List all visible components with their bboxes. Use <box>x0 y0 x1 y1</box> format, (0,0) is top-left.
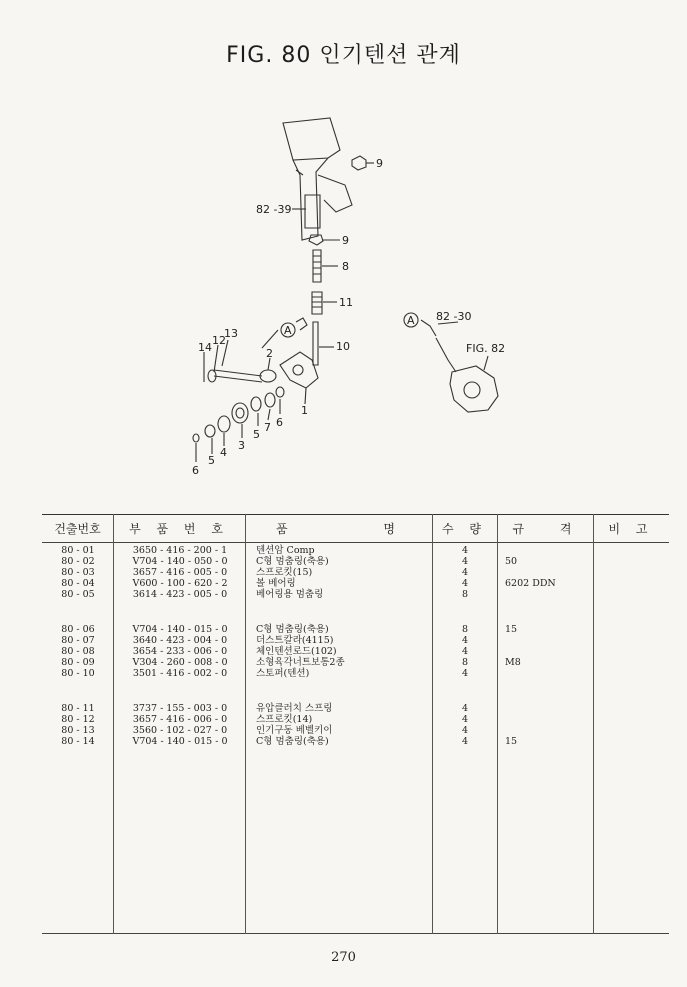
table-row <box>42 589 669 600</box>
callout-82-30: 82 -30 <box>436 310 472 323</box>
row-quantity: 4 <box>461 545 469 556</box>
callout-14: 14 <box>198 341 212 354</box>
row-quantity: 8 <box>461 657 469 668</box>
table-row <box>42 545 669 556</box>
table-row <box>42 736 669 747</box>
callout-9-mid: 9 <box>342 234 349 247</box>
callout-a-right: A <box>407 314 415 327</box>
row-spec: 15 <box>505 624 518 635</box>
callout-8: 8 <box>342 260 349 273</box>
row-part-number: 3560 - 102 - 027 - 0 <box>132 725 228 736</box>
row-part-number: 3614 - 423 - 005 - 0 <box>132 589 228 600</box>
row-item-no: 80 - 09 <box>61 657 95 668</box>
row-item-no: 80 - 07 <box>61 635 95 646</box>
row-item-no: 80 - 12 <box>61 714 95 725</box>
row-spec: M8 <box>505 657 521 668</box>
row-quantity: 4 <box>461 736 469 747</box>
row-item-no: 80 - 05 <box>61 589 95 600</box>
row-quantity: 4 <box>461 714 469 725</box>
row-part-name: 스토퍼(텐션) <box>256 668 310 679</box>
callout-10: 10 <box>336 340 350 353</box>
page-number: 270 <box>331 950 356 965</box>
row-part-number: 3657 - 416 - 006 - 0 <box>132 714 228 725</box>
row-quantity: 8 <box>461 624 469 635</box>
row-part-name: C형 멈춤링(축용) <box>256 736 329 747</box>
row-part-name: 볼 베어링 <box>256 578 296 589</box>
row-quantity: 4 <box>461 646 469 657</box>
bracket-assembly <box>283 118 352 240</box>
row-part-number: 3654 - 233 - 006 - 0 <box>132 646 228 657</box>
row-quantity: 4 <box>461 668 469 679</box>
row-part-number: V704 - 140 - 015 - 0 <box>132 624 228 635</box>
row-spec: 15 <box>505 736 518 747</box>
row-item-no: 80 - 13 <box>61 725 95 736</box>
header-part-name: 품 명 <box>276 522 401 536</box>
row-quantity: 4 <box>461 703 469 714</box>
table-row <box>42 635 669 646</box>
callout-6-lower: 6 <box>192 464 199 477</box>
row-part-number: 3501 - 416 - 002 - 0 <box>132 668 228 679</box>
row-quantity: 4 <box>461 578 469 589</box>
row-part-name: 베어링용 멈춤링 <box>256 589 324 600</box>
row-part-number: V600 - 100 - 620 - 2 <box>132 578 228 589</box>
row-spec: 50 <box>505 556 518 567</box>
callout-3: 3 <box>238 439 245 452</box>
callout-6-upper: 6 <box>276 416 283 429</box>
row-part-number: 3650 - 416 - 200 - 1 <box>132 545 228 556</box>
row-spec: 6202 DDN <box>505 578 556 589</box>
row-item-no: 80 - 10 <box>61 668 95 679</box>
row-part-number: 3657 - 416 - 005 - 0 <box>132 567 228 578</box>
row-part-number: 3737 - 155 - 003 - 0 <box>132 703 228 714</box>
table-row <box>42 567 669 578</box>
callout-13: 13 <box>224 327 238 340</box>
header-remarks: 비 고 <box>608 522 654 536</box>
header-item-no: 건출번호 <box>54 522 101 536</box>
table-row <box>42 556 669 567</box>
table-row <box>42 657 669 668</box>
table-row <box>42 624 669 635</box>
row-item-no: 80 - 02 <box>61 556 95 567</box>
row-item-no: 80 - 08 <box>61 646 95 657</box>
callout-1: 1 <box>301 404 308 417</box>
header-quantity: 수 량 <box>442 522 487 536</box>
row-part-name: 텐션암 Comp <box>256 545 315 556</box>
row-part-number: 3640 - 423 - 004 - 0 <box>132 635 228 646</box>
table-row <box>42 578 669 589</box>
row-item-no: 80 - 11 <box>61 703 95 714</box>
header-part-number: 부 품 번 호 <box>129 522 229 536</box>
row-part-name: C형 멈춤링(축용) <box>256 624 329 635</box>
callout-4: 4 <box>220 446 227 459</box>
row-part-number: V704 - 140 - 050 - 0 <box>132 556 228 567</box>
callout-7: 7 <box>264 421 271 434</box>
table-row <box>42 703 669 714</box>
callout-5-upper: 5 <box>253 428 260 441</box>
table-row <box>42 714 669 725</box>
callout-12: 12 <box>212 334 226 347</box>
row-part-number: V704 - 140 - 015 - 0 <box>132 736 228 747</box>
row-part-name: 유압클러치 스프링 <box>256 703 333 714</box>
table-row <box>42 725 669 736</box>
callout-5-lower: 5 <box>208 454 215 467</box>
row-quantity: 8 <box>461 589 469 600</box>
row-quantity: 4 <box>461 635 469 646</box>
row-item-no: 80 - 03 <box>61 567 95 578</box>
row-item-no: 80 - 14 <box>61 736 95 747</box>
table-row <box>42 668 669 679</box>
figure-title: FIG. 80 인기텐션 관계 <box>226 43 461 68</box>
row-part-name: 소형육각너트보통2종 <box>256 657 345 668</box>
row-part-name: 스프로킷(15) <box>256 567 313 578</box>
row-item-no: 80 - 01 <box>61 545 95 556</box>
tension-arm-part-1 <box>280 352 318 404</box>
row-part-name: 더스트칼라(4115) <box>256 635 334 646</box>
callout-11: 11 <box>339 296 353 309</box>
row-part-name: 스프로킷(14) <box>256 714 313 725</box>
row-quantity: 4 <box>461 556 469 567</box>
callout-2: 2 <box>266 347 273 360</box>
row-item-no: 80 - 06 <box>61 624 95 635</box>
row-quantity: 4 <box>461 567 469 578</box>
callout-9-top: 9 <box>376 157 383 170</box>
table-row <box>42 646 669 657</box>
row-part-name: 체인텐션로드(102) <box>256 646 337 657</box>
nut-part-9-top <box>352 156 374 170</box>
snap-ring-part-2 <box>260 358 276 382</box>
parts-table <box>42 514 669 934</box>
callout-a-left: A <box>284 324 292 337</box>
row-part-name: C형 멈춤링(축용) <box>256 556 329 567</box>
header-spec: 규 격 <box>512 522 578 536</box>
row-quantity: 4 <box>461 725 469 736</box>
callout-82-39: 82 -39 <box>256 203 292 216</box>
callout-fig-82: FIG. 82 <box>466 342 506 355</box>
row-item-no: 80 - 04 <box>61 578 95 589</box>
row-part-number: V304 - 260 - 008 - 0 <box>132 657 228 668</box>
row-part-name: 인기구동 베벨키이 <box>256 725 333 736</box>
